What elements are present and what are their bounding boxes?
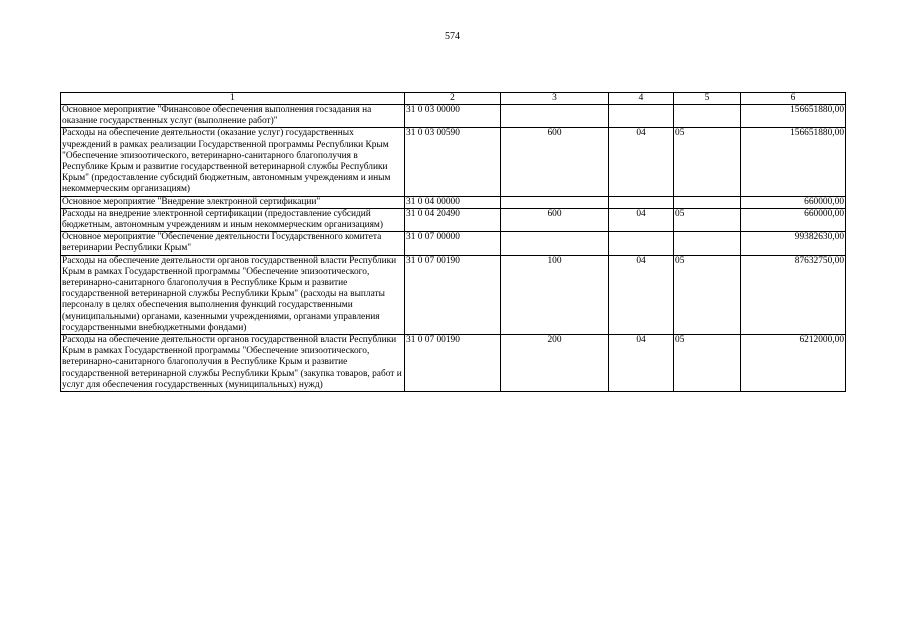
table-row	[61, 255, 846, 334]
table-row	[61, 196, 846, 208]
name-cell: Расходы на внедрение электронной сертификации (предоставление субсидий бюджетным, автономным учреждениям и иным некоммерческим организациям)	[61, 208, 405, 231]
code-cell: 31 0 07 00000	[405, 232, 501, 255]
column-header-6: 6	[741, 93, 846, 105]
code-cell: 31 0 07 00190	[405, 335, 501, 392]
section-cell	[609, 232, 674, 255]
section-cell: 04	[609, 128, 674, 196]
column-header-4: 4	[609, 93, 674, 105]
section-cell: 04	[609, 255, 674, 334]
name-cell: Расходы на обеспечение деятельности органов государственной власти Республики Крым в рамках Государственной программы "Обеспечение эпизоотического, ветеринарно-санитарного благополучия в Республике Крым и развитие государственной ветеринарной службы Республики Крым" (закупка товаров, работ и услуг для обеспечения государственных (муниципальных) нужд)	[61, 335, 405, 392]
amount-cell: 99382630,00	[741, 232, 846, 255]
subsection-cell	[674, 196, 741, 208]
code-cell: 31 0 03 00590	[405, 128, 501, 196]
subsection-cell: 05	[674, 208, 741, 231]
name-cell: Расходы на обеспечение деятельности (оказание услуг) государственных учреждений в рамках реализации Государственной программы Республики Крым "Обеспечение эпизоотического, ветеринарно-санитарного благополучия в Республике Крым и развитие государственной ветеринарной службы Республики Крым" (предоставление субсидий бюджетным, автономным учреждениям и иным некоммерческим организациям)	[61, 128, 405, 196]
subsection-cell: 05	[674, 128, 741, 196]
amount-cell: 87632750,00	[741, 255, 846, 334]
expense-type-cell: 600	[501, 128, 609, 196]
code-cell: 31 0 04 20490	[405, 208, 501, 231]
name-cell: Основное мероприятие "Финансовое обеспечения выполнения госзадания на оказание государственных услуг (выполнение работ)"	[61, 105, 405, 128]
column-header-2: 2	[405, 93, 501, 105]
table-row	[61, 208, 846, 231]
name-cell: Основное мероприятие "Обеспечение деятельности Государственного комитета ветеринарии Республики Крым"	[61, 232, 405, 255]
table-row	[61, 232, 846, 255]
amount-cell: 6212000,00	[741, 335, 846, 392]
header-row	[61, 93, 846, 105]
section-cell: 04	[609, 335, 674, 392]
expense-type-cell	[501, 196, 609, 208]
expense-type-cell	[501, 105, 609, 128]
page-number: 574	[445, 31, 460, 42]
section-cell: 04	[609, 208, 674, 231]
expense-type-cell: 100	[501, 255, 609, 334]
budget-table	[60, 92, 846, 392]
table-row	[61, 128, 846, 196]
section-cell	[609, 105, 674, 128]
name-cell: Расходы на обеспечение деятельности органов государственной власти Республики Крым в рамках Государственной программы "Обеспечение эпизоотического, ветеринарно-санитарного благополучия в Республике Крым и развитие государственной ветеринарной службы Республики Крым" (расходы на выплаты персоналу в целях обеспечения выполнения функций государственными (муниципальными) органами, казенными учреждениями, органами управления государственными внебюджетными фондами)	[61, 255, 405, 334]
column-header-1: 1	[61, 93, 405, 105]
column-header-5: 5	[674, 93, 741, 105]
section-cell	[609, 196, 674, 208]
expense-type-cell: 600	[501, 208, 609, 231]
amount-cell: 660000,00	[741, 196, 846, 208]
subsection-cell: 05	[674, 255, 741, 334]
code-cell: 31 0 07 00190	[405, 255, 501, 334]
subsection-cell: 05	[674, 335, 741, 392]
code-cell: 31 0 04 00000	[405, 196, 501, 208]
expense-type-cell	[501, 232, 609, 255]
amount-cell: 660000,00	[741, 208, 846, 231]
amount-cell: 156651880,00	[741, 128, 846, 196]
subsection-cell	[674, 232, 741, 255]
name-cell: Основное мероприятие "Внедрение электронной сертификации"	[61, 196, 405, 208]
expense-type-cell: 200	[501, 335, 609, 392]
table-row	[61, 335, 846, 392]
column-header-3: 3	[501, 93, 609, 105]
amount-cell: 156651880,00	[741, 105, 846, 128]
table-body	[61, 105, 846, 392]
code-cell: 31 0 03 00000	[405, 105, 501, 128]
table-row	[61, 105, 846, 128]
subsection-cell	[674, 105, 741, 128]
